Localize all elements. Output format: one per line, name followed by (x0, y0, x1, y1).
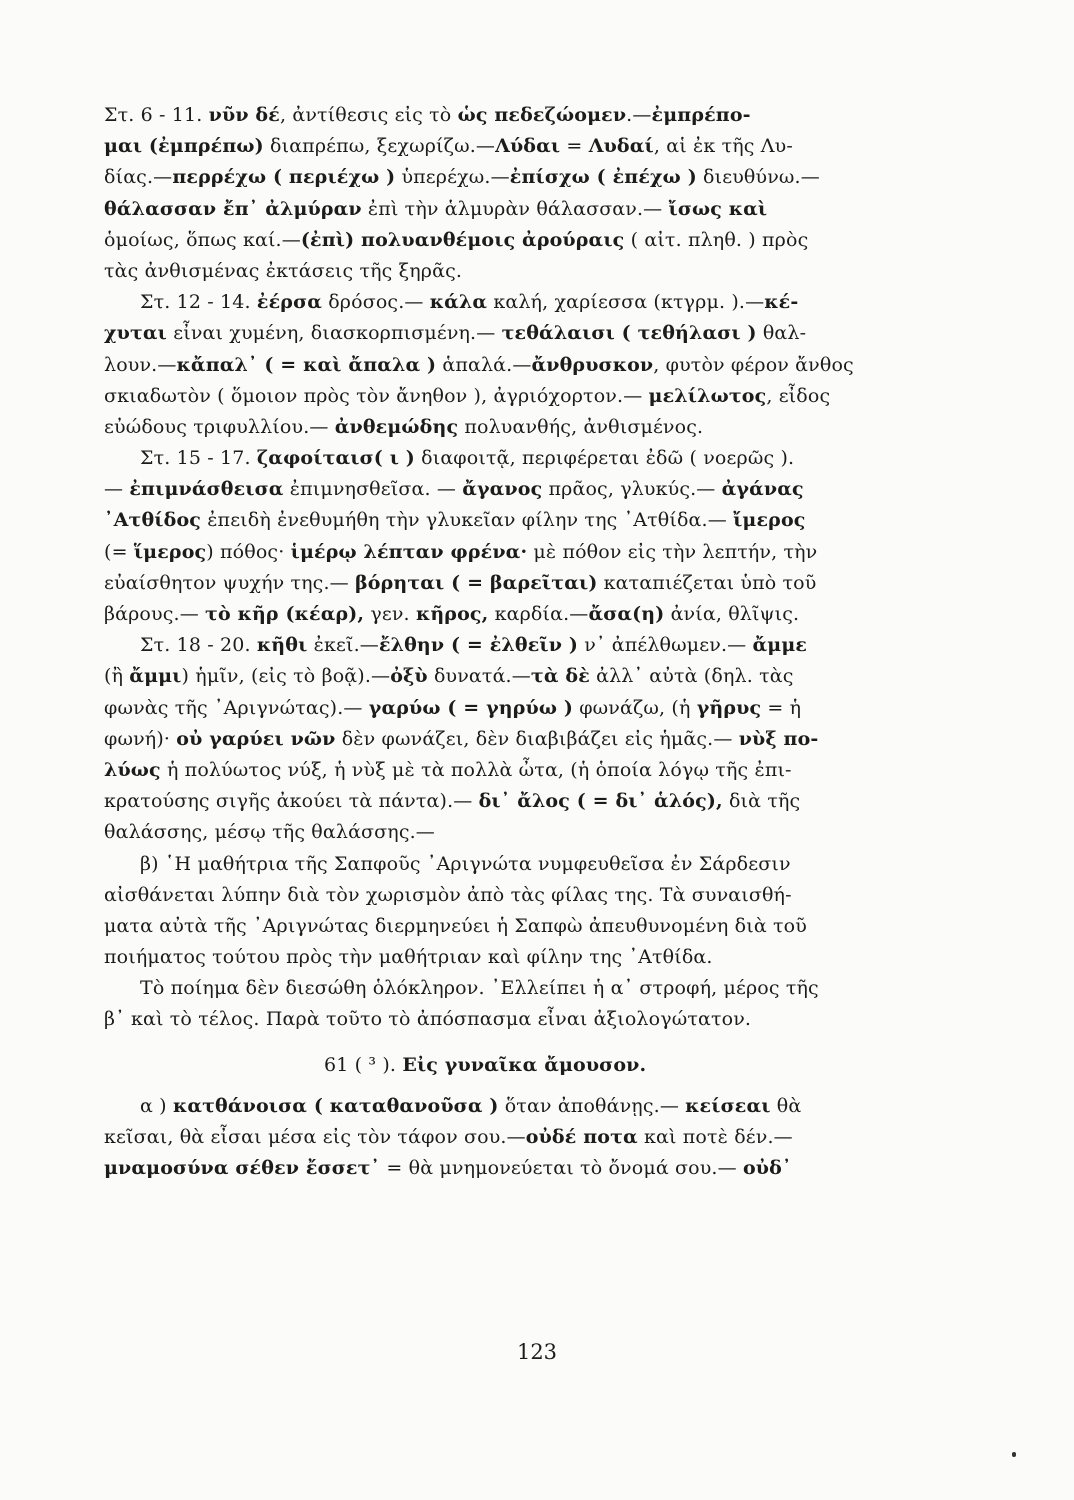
text-line: ματα αὐτὰ τῆς ᾽Αριγνώτας διερμηνεύει ἡ Σαπφὼ ἀπευθυνομένη διὰ τοῦ (104, 914, 807, 937)
text-line: β᾽ καὶ τὸ τέλος. Παρὰ τοῦτο τὸ ἀπόσπασμα εἶναι ἀξιολογώτατον. (104, 1008, 752, 1031)
text-line: Τὸ ποίημα δὲν διεσώθη ὁλόκληρον. ᾽Ελλείπει ἡ α᾽ στροφή, μέρος τῆς (140, 977, 819, 1000)
text-line: κεῖσαι, θὰ εἶσαι μέσα εἰς τὸν τάφον σου.—οὐδέ ποτα καὶ ποτὲ δέν.— (104, 1126, 793, 1148)
text-line: Στ. 15 - 17. ζαφοίταισ( ι ) διαφοιτᾷ, περιφέρεται ἐδῶ ( νοερῶς ). (140, 447, 795, 470)
text-line: ποιήματος τούτου πρὸς τὴν μαθήτριαν καὶ φίλην της ᾽Ατθίδα. (104, 946, 713, 969)
text-line: Στ. 12 - 14. ἐέρσα δρόσος.— κάλα καλή, χαρίεσσα (κτγρμ. ).—κέ- (140, 291, 799, 314)
text-line: εὐαίσθητον ψυχήν της.— βόρηται ( = βαρεῖται) καταπιέζεται ὑπὸ τοῦ (104, 571, 817, 594)
text-line: θαλάσσης, μέσῳ τῆς θαλάσσης.— (104, 821, 435, 844)
text-line: θάλασσαν ἔπ᾽ ἀλμύραν ἐπὶ τὴν ἁλμυρὰν θάλασσαν.— ἴσως καὶ (104, 197, 768, 220)
text-line: — ἐπιμνάσθεισα ἐπιμνησθεῖσα. — ἄγανος πρᾶος, γλυκύς.— ἀγάνας (104, 478, 804, 501)
text-line: μναμοσύνα σέθεν ἔσσετ᾽ = θὰ μνημονεύεται τὸ ὄνομά σου.— οὐδ᾽ (104, 1157, 792, 1180)
commentary-text (104, 100, 956, 1184)
text-line: σκιαδωτὸν ( ὅμοιον πρὸς τὸν ἄνηθον ), ἀγριόχορτον.— μελίλωτος, εἶδος (104, 384, 831, 407)
text-line: (= ἵμερος) πόθος· ἱμέρῳ λέπταν φρένα· μὲ πόθον εἰς τὴν λεπτήν, τὴν (104, 540, 818, 563)
text-line: α ) κατθάνοισα ( καταθανοῦσα ) ὅταν ἀποθάνῃς.— κείσεαι θὰ (140, 1094, 802, 1117)
text-line: β) ῾Η μαθήτρια τῆς Σαπφοῦς ᾽Αριγνώτα νυμφευθεῖσα ἐν Σάρδεσιν (140, 852, 791, 875)
text-line: Στ. 18 - 20. κῆθι ἐκεῖ.—ἔλθην ( = ἐλθεῖν ) ν᾽ ἀπέλθωμεν.— ἄμμε (140, 634, 808, 657)
text-line: τὰς ἀνθισμένας ἐκτάσεις τῆς ξηρᾶς. (104, 259, 463, 282)
scan-speck (1012, 1452, 1016, 1457)
text-line: βάρους.— τὸ κῆρ (κέαρ), γεν. κῆρος, καρδία.—ἄσα(η) ἀνία, θλῖψις. (104, 603, 800, 625)
text-line: αἰσθάνεται λύπην διὰ τὸν χωρισμὸν ἀπὸ τὰς φίλας της. Τὰ συναισθή- (104, 883, 792, 906)
text-line: εὐώδους τριφυλλίου.— ἀνθεμώδης πολυανθής, ἀνθισμένος. (104, 415, 704, 438)
text-line: χυται εἶναι χυμένη, διασκορπισμένη.— τεθάλαισι ( τεθήλασι ) θαλ- (104, 322, 807, 345)
text-line: Στ. 6 - 11. νῦν δέ, ἀντίθεσις εἰς τὸ ὡς πεδεζώομεν.—ἐμπρέπο- (104, 104, 751, 126)
text-line: μαι (ἐμπρέπω) διαπρέπω, ξεχωρίζω.—Λύδαι = Λυδαί, αἱ ἐκ τῆς Λυ- (104, 135, 793, 158)
text-line: ὁμοίως, ὅπως καί.—(ἐπὶ) πολυανθέμοις ἀρούραις ( αἰτ. πληθ. ) πρὸς (104, 228, 809, 251)
text-line: λύως ἡ πολύωτος νύξ, ἡ νὺξ μὲ τὰ πολλὰ ὦτα, (ἡ ὁποία λόγῳ τῆς ἐπι- (104, 758, 792, 781)
text-line: λουν.—κἄπαλ᾽ ( = καὶ ἄπαλα ) ἁπαλά.—ἄνθρυσκον, φυτὸν φέρον ἄνθος (104, 353, 854, 376)
text-line: (ἢ ἄμμι) ἡμῖν, (εἰς τὸ βοᾷ).—ὀξὺ δυνατά.—τὰ δὲ ἀλλ᾽ αὐτὰ (δηλ. τὰς (104, 665, 794, 688)
text-line: φωνή)· οὐ γαρύει νῶν δὲν φωνάζει, δὲν διαβιβάζει εἰς ἡμᾶς.— νὺξ πο- (104, 727, 819, 750)
page-number: 123 (516, 1340, 558, 1364)
text-line: φωνὰς τῆς ᾽Αριγνώτας).— γαρύω ( = γηρύω ) φωνάζω, (ἡ γῆρυς = ἡ (104, 696, 802, 719)
text-line: κρατούσης σιγῆς ἀκούει τὰ πάντα).— δι᾽ ἄλος ( = δι᾽ ἁλός), διὰ τῆς (104, 790, 801, 813)
text-line: ᾽Ατθίδος ἐπειδὴ ἐνεθυμήθη τὴν γλυκεῖαν φίλην της ᾽Ατθίδα.— ἴμερος (104, 509, 806, 532)
poem-heading: 61 ( ³ ). Εἰς γυναῖκα ἄμουσον. (324, 1053, 647, 1076)
text-line: δίας.—περρέχω ( περιέχω ) ὑπερέχω.—ἐπίσχω ( ἐπέχω ) διευθύνω.— (104, 166, 820, 189)
